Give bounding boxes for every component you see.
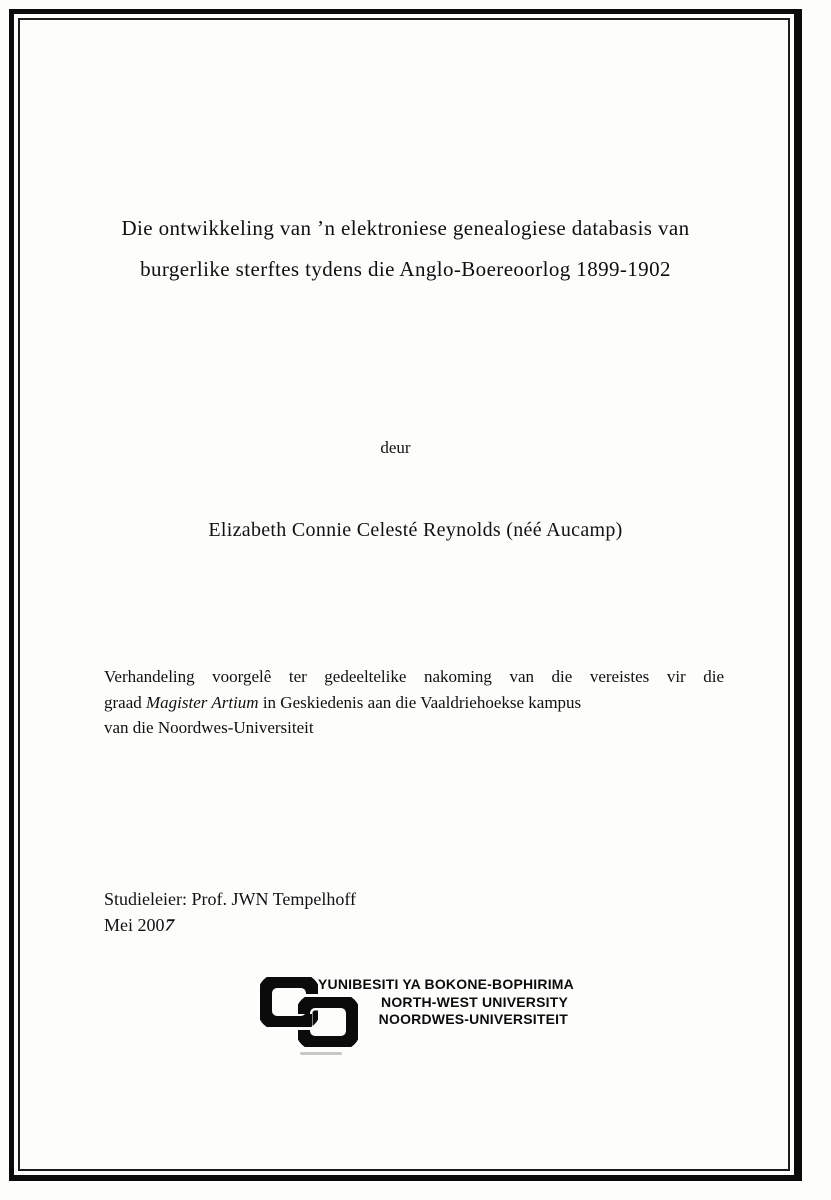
submission-statement <box>104 664 724 741</box>
supervisor-line: Studieleier: Prof. JWN Tempelhoff <box>104 889 357 909</box>
date-prefix: Mei 200 <box>104 915 165 935</box>
university-name-english: NORTH-WEST UNIVERSITY <box>381 993 568 1010</box>
thesis-title-line2: burgerlike sterftes tydens die Anglo-Boereoorlog 1899-1902 <box>140 257 671 281</box>
statement-line2-prefix: graad <box>104 692 147 712</box>
date-line <box>104 912 356 938</box>
author-name: Elizabeth Connie Celesté Reynolds (néé Aucamp) <box>208 519 623 541</box>
statement-line1: Verhandeling voorgelê ter gedeeltelike nakoming van die vereistes vir die <box>104 667 724 686</box>
date-last-digit: 7 <box>162 915 176 935</box>
university-name-afrikaans: NOORDWES-UNIVERSITEIT <box>378 1011 568 1027</box>
supervisor-and-date <box>104 886 356 938</box>
scan-smudge <box>300 1052 342 1055</box>
degree-name: Magister Artium <box>146 692 259 712</box>
university-name-lines <box>318 976 574 1029</box>
university-name-setswana: YUNIBESITI YA BOKONE-BOPHIRIMA <box>318 976 574 992</box>
thesis-title <box>50 208 761 290</box>
thesis-title-line1: Die ontwikkeling van ’n elektroniese genealogiese databasis van <box>121 216 690 240</box>
statement-line2 <box>104 690 724 716</box>
statement-line3: van die Noordwes-Universiteit <box>104 718 314 737</box>
byline-label: deur <box>380 438 411 457</box>
statement-line2-suffix: in Geskiedenis aan die Vaaldriehoekse kampus <box>258 692 582 712</box>
